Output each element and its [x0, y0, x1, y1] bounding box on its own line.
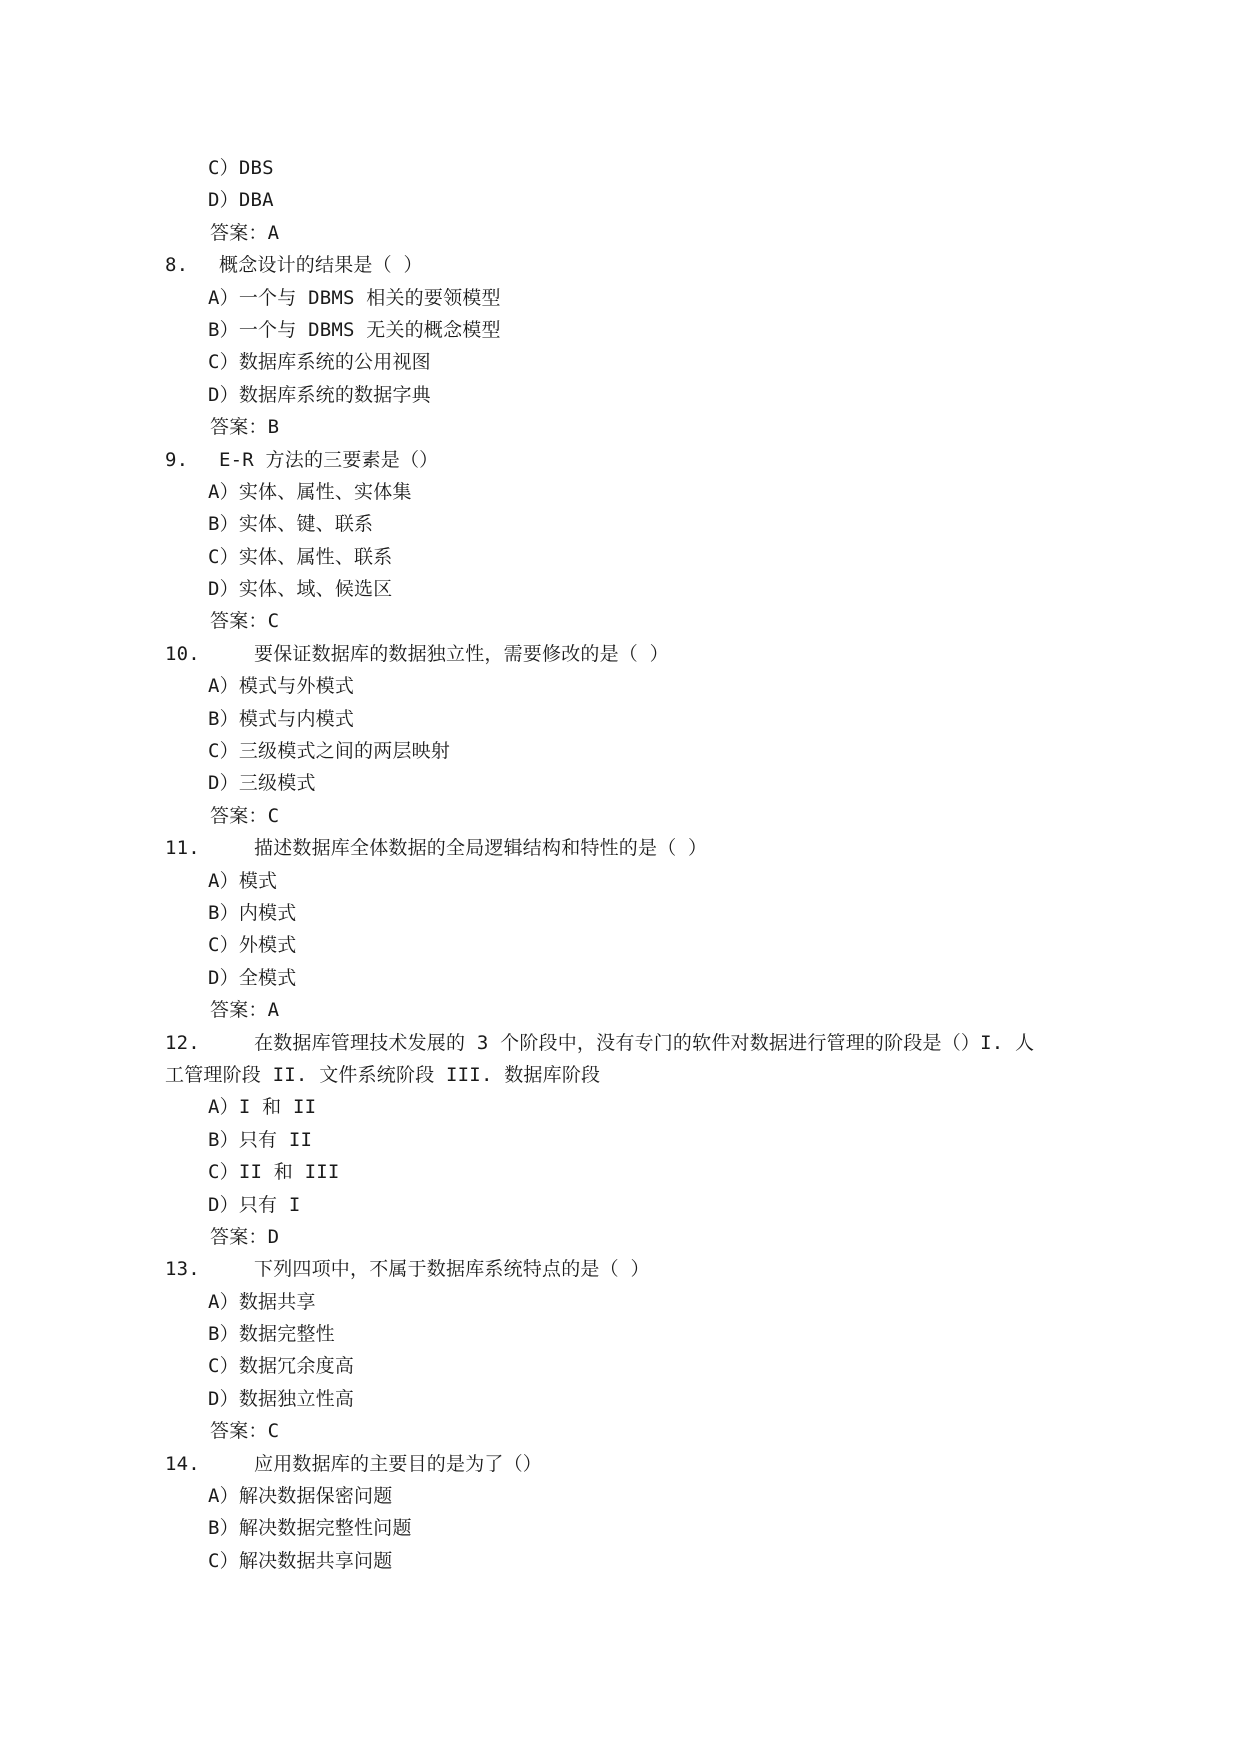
question-11	[165, 832, 1125, 864]
answer-line: 答案：A	[210, 999, 280, 1022]
option-b: B）只有 II	[208, 1128, 313, 1151]
answer-line: 答案：C	[210, 1420, 280, 1443]
question-text: 描述数据库全体数据的全局逻辑结构和特性的是（ ）	[254, 837, 708, 860]
option-b: B）数据完整性	[208, 1323, 335, 1346]
question-text: 应用数据库的主要目的是为了（）	[254, 1452, 543, 1475]
option-c: C）三级模式之间的两层映射	[208, 740, 451, 763]
option-a: A）模式	[208, 869, 278, 892]
option-b: B）解决数据完整性问题	[208, 1517, 412, 1540]
option-d: D）三级模式	[208, 772, 316, 795]
question-text: 下列四项中，不属于数据库系统特点的是（ ）	[254, 1258, 650, 1281]
question-number: 10.	[165, 642, 200, 665]
option-a: A）数据共享	[208, 1290, 316, 1313]
answer-line: 答案：B	[210, 416, 280, 439]
question-number: 8.	[165, 254, 189, 277]
option-b: B）内模式	[208, 901, 297, 924]
option-a: A）I 和 II	[208, 1096, 317, 1119]
question-text: E-R 方法的三要素是（）	[219, 448, 439, 471]
question-14	[165, 1448, 1125, 1480]
option-a: A）一个与 DBMS 相关的要领模型	[208, 286, 501, 309]
option-c: C）数据冗余度高	[208, 1355, 355, 1378]
option-d: D）数据库系统的数据字典	[208, 383, 431, 406]
option-a: A）实体、属性、实体集	[208, 480, 412, 503]
option-d: D）实体、域、候选区	[208, 578, 393, 601]
question-text: 在数据库管理技术发展的 3 个阶段中，没有专门的软件对数据进行管理的阶段是（）I. 人	[254, 1031, 1035, 1054]
answer-line: 答案：A	[210, 221, 280, 244]
option-d: D）只有 I	[208, 1193, 301, 1216]
option-c: C）II 和 III	[208, 1161, 340, 1184]
option-d: D）DBA	[208, 189, 274, 212]
question-number: 9.	[165, 448, 189, 471]
option-d: D）数据独立性高	[208, 1387, 355, 1410]
question-text: 概念设计的结果是（ ）	[219, 254, 423, 277]
option-c: C）解决数据共享问题	[208, 1549, 393, 1572]
option-d: D）全模式	[208, 966, 297, 989]
question-9	[165, 444, 1125, 476]
question-10	[165, 638, 1125, 670]
question-13	[165, 1253, 1125, 1285]
question-number: 12.	[165, 1031, 200, 1054]
option-c: C）DBS	[208, 157, 274, 179]
question-12	[165, 1027, 1125, 1059]
question-text-continuation: 工管理阶段 II. 文件系统阶段 III. 数据库阶段	[165, 1063, 601, 1086]
question-number: 11.	[165, 837, 200, 860]
option-b: B）实体、键、联系	[208, 513, 374, 536]
question-8	[165, 249, 1125, 281]
option-a: A）解决数据保密问题	[208, 1485, 393, 1508]
question-number: 13.	[165, 1258, 200, 1281]
option-b: B）模式与内模式	[208, 707, 355, 730]
option-c: C）外模式	[208, 934, 297, 957]
answer-line: 答案：C	[210, 610, 280, 633]
answer-line: 答案：C	[210, 804, 280, 827]
option-c: C）实体、属性、联系	[208, 545, 393, 568]
option-c: C）数据库系统的公用视图	[208, 351, 431, 374]
question-list	[165, 152, 1125, 1577]
option-b: B）一个与 DBMS 无关的概念模型	[208, 318, 501, 341]
answer-line: 答案：D	[210, 1225, 280, 1248]
question-text: 要保证数据库的数据独立性，需要修改的是（ ）	[254, 642, 669, 665]
option-a: A）模式与外模式	[208, 675, 355, 698]
question-number: 14.	[165, 1452, 200, 1475]
